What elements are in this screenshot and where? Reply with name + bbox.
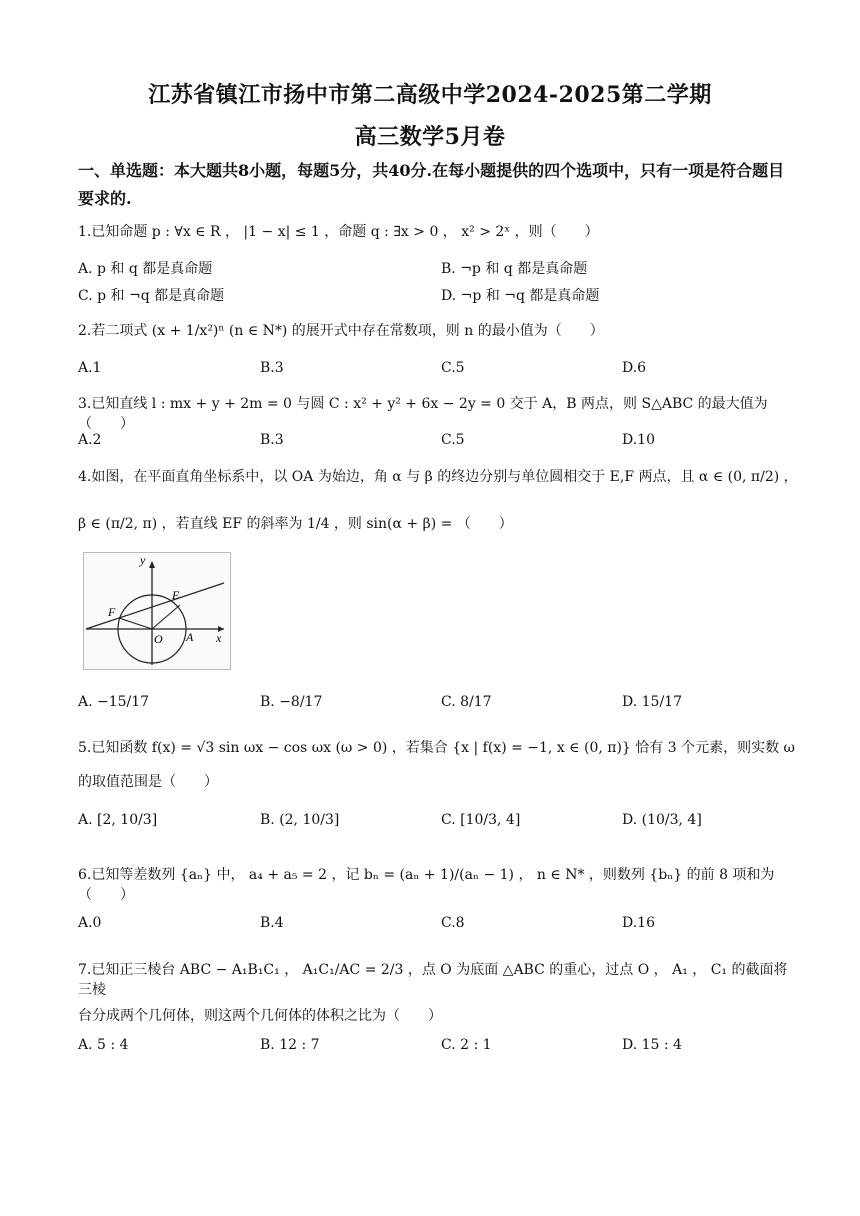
question-3-option-c: C.5 bbox=[441, 432, 465, 448]
question-2-stem: 2.若二项式 (x + 1/x²)ⁿ (n ∈ N*) 的展开式中存在常数项，则 n 的最小值为（ ） bbox=[78, 323, 604, 339]
question-2-option-b: B.3 bbox=[260, 360, 284, 376]
question-6-option-d: D.16 bbox=[622, 915, 655, 931]
unit-circle-figure bbox=[83, 552, 231, 670]
question-1-option-c: C. p 和 ¬q 都是真命题 bbox=[78, 288, 225, 304]
label-e: E bbox=[172, 588, 180, 602]
y-axis-arrow bbox=[149, 561, 155, 568]
label-f: F bbox=[108, 605, 116, 619]
question-3-stem: 3.已知直线 l : mx + y + 2m = 0 与圆 C : x² + y² + 6x − 2y = 0 交于 A，B 两点，则 S△ABC 的最大值为（ ） bbox=[78, 396, 768, 432]
label-o: O bbox=[154, 632, 163, 646]
label-x: x bbox=[216, 631, 222, 645]
question-7-option-d: D. 15 : 4 bbox=[622, 1037, 682, 1053]
ray-oe bbox=[152, 605, 180, 629]
question-7-option-b: B. 12 : 7 bbox=[260, 1037, 320, 1053]
section-heading: 一、单选题：本大题共8小题，每题5分，共40分.在每小题提供的四个选项中，只有一项是符合题目要求的. bbox=[78, 161, 785, 208]
question-5-stem-line-2: 的取值范围是（ ） bbox=[78, 774, 218, 790]
question-1-option-a: A. p 和 q 都是真命题 bbox=[78, 261, 213, 277]
question-7-stem-line-2: 台分成两个几何体，则这两个几何体的体积之比为（ ） bbox=[78, 1008, 442, 1024]
question-7-option-a: A. 5 : 4 bbox=[78, 1037, 129, 1053]
question-6-stem: 6.已知等差数列 {aₙ} 中， a₄ + a₅ = 2 ，记 bₙ = (aₙ + 1)/(aₙ − 1) ， n ∈ N* ，则数列 {bₙ} 的前 8 项和为（ ） bbox=[78, 867, 775, 903]
question-1-option-d: D. ¬p 和 ¬q 都是真命题 bbox=[441, 288, 600, 304]
question-1-stem: 1.已知命题 p : ∀x ∈ R ， |1 − x| ≤ 1 ，命题 q : ∃x > 0 ， x² > 2ˣ ，则（ ） bbox=[78, 224, 599, 240]
question-7-stem-line-1: 7.已知正三棱台 ABC − A₁B₁C₁ ， A₁C₁/AC = 2/3 ，点 O 为底面 △ABC 的重心，过点 O ， A₁ ， C₁ 的截面将三棱 bbox=[78, 962, 788, 998]
question-3-option-b: B.3 bbox=[260, 432, 284, 448]
question-2-option-a: A.1 bbox=[78, 360, 102, 376]
exam-title: 江苏省镇江市扬中市第二高级中学2024-2025第二学期 bbox=[148, 82, 712, 108]
line-ef bbox=[86, 583, 224, 629]
question-4-option-a: A. −15/17 bbox=[78, 694, 150, 710]
label-y: y bbox=[140, 553, 146, 567]
question-6-option-a: A.0 bbox=[78, 915, 102, 931]
question-4-option-b: B. −8/17 bbox=[260, 694, 323, 710]
question-3-option-a: A.2 bbox=[78, 432, 102, 448]
question-4-stem-line-1: 4.如图，在平面直角坐标系中，以 OA 为始边，角 α 与 β 的终边分别与单位圆相交于 E,F 两点，且 α ∈ (0, π/2) ， bbox=[78, 469, 798, 485]
question-7-option-c: C. 2 : 1 bbox=[441, 1037, 492, 1053]
question-6-option-b: B.4 bbox=[260, 915, 284, 931]
exam-subtitle: 高三数学5月卷 bbox=[354, 124, 506, 150]
question-5-option-d: D. (10/3, 4] bbox=[622, 812, 702, 828]
unit-circle-diagram bbox=[84, 553, 230, 669]
question-2-option-d: D.6 bbox=[622, 360, 647, 376]
question-2-option-c: C.5 bbox=[441, 360, 465, 376]
question-5-stem-line-1: 5.已知函数 f(x) = √3 sin ωx − cos ωx (ω > 0) ，若集合 {x | f(x) = −1, x ∈ (0, π)} 恰有 3 个元素，则实数 ω bbox=[78, 740, 795, 756]
question-3-option-d: D.10 bbox=[622, 432, 655, 448]
question-4-stem-line-2: β ∈ (π/2, π) ，若直线 EF 的斜率为 1/4 ，则 sin(α + β) = （ ） bbox=[78, 516, 513, 532]
question-5-option-b: B. (2, 10/3] bbox=[260, 812, 340, 828]
question-5-option-a: A. [2, 10/3] bbox=[78, 812, 158, 828]
question-1-option-b: B. ¬p 和 q 都是真命题 bbox=[441, 261, 588, 277]
question-4-option-c: C. 8/17 bbox=[441, 694, 492, 710]
question-5-option-c: C. [10/3, 4] bbox=[441, 812, 521, 828]
question-4-option-d: D. 15/17 bbox=[622, 694, 682, 710]
ray-of bbox=[119, 618, 152, 629]
label-a: A bbox=[186, 630, 194, 644]
question-6-option-c: C.8 bbox=[441, 915, 465, 931]
